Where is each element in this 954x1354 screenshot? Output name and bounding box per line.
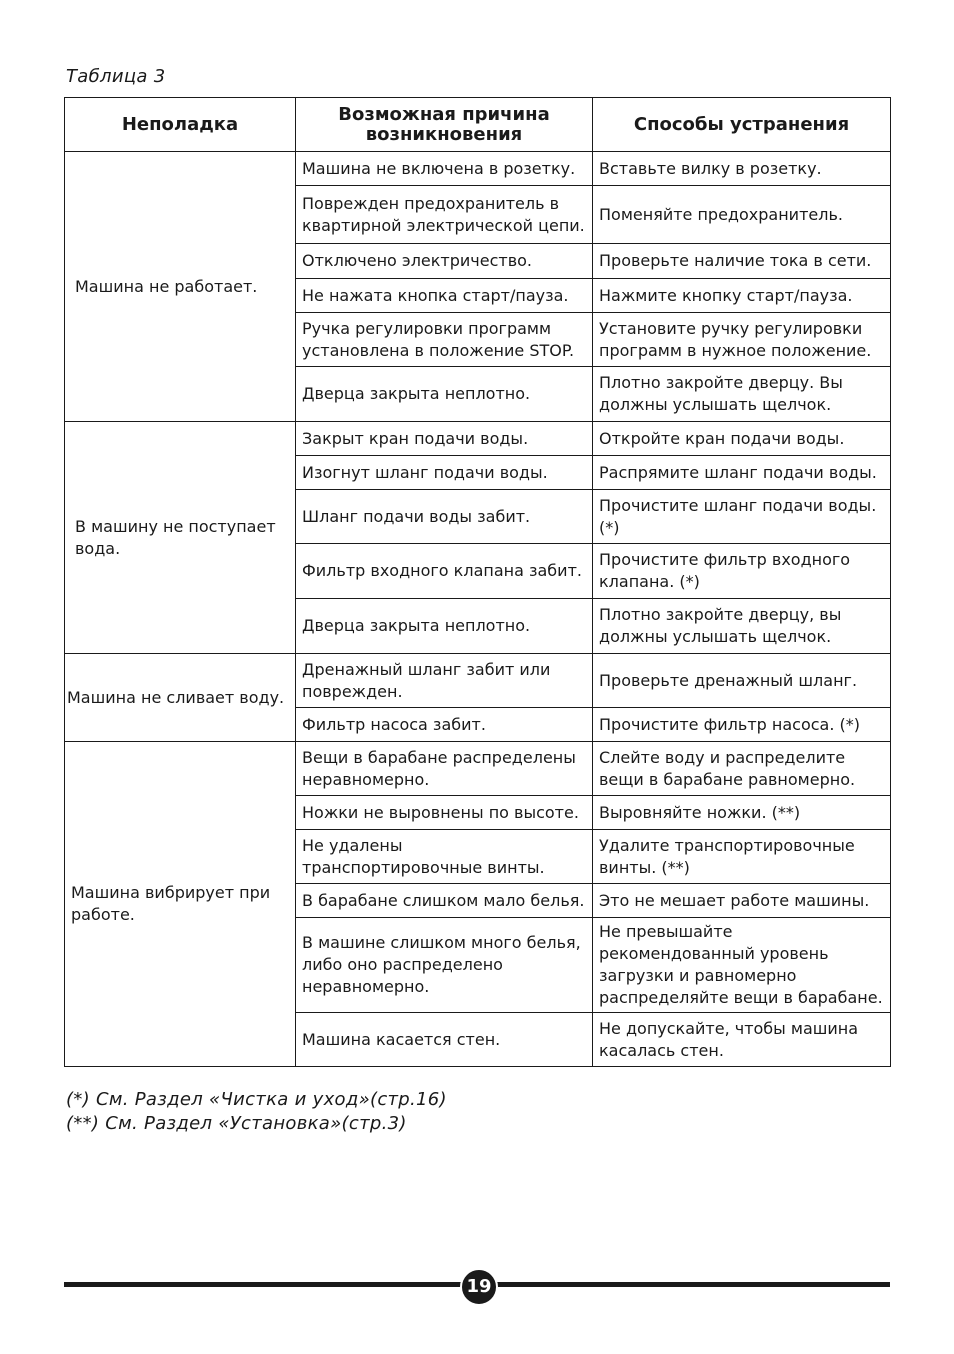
- problem-cell: В машину не поступает вода.: [65, 422, 296, 654]
- fix-cell: Откройте кран подачи воды.: [593, 422, 891, 456]
- fix-cell: Плотно закройте дверцу, вы должны услышать щелчок.: [593, 599, 891, 654]
- cause-cell: В барабане слишком мало белья.: [296, 884, 593, 918]
- fix-cell: Нажмите кнопку старт/пауза.: [593, 279, 891, 313]
- cause-cell: Дверца закрыта неплотно.: [296, 599, 593, 654]
- fix-cell: Не допускайте, чтобы машина касалась стен.: [593, 1013, 891, 1067]
- cause-cell: Дверца закрыта неплотно.: [296, 367, 593, 422]
- cause-cell: Изогнут шланг подачи воды.: [296, 456, 593, 490]
- footnote: (**) См. Раздел «Установка»(стр.3): [66, 1113, 407, 1134]
- cause-cell: Машина касается стен.: [296, 1013, 593, 1067]
- fix-cell: Поменяйте предохранитель.: [593, 186, 891, 244]
- table-row: [65, 742, 891, 796]
- fix-cell: Вставьте вилку в розетку.: [593, 152, 891, 186]
- cause-cell: Не удалены транспортировочные винты.: [296, 830, 593, 884]
- cause-cell: Машина не включена в розетку.: [296, 152, 593, 186]
- table-row: [65, 422, 891, 456]
- cause-cell: Не нажата кнопка старт/пауза.: [296, 279, 593, 313]
- fix-cell: Плотно закройте дверцу. Вы должны услышать щелчок.: [593, 367, 891, 422]
- cause-cell: Фильтр входного клапана забит.: [296, 544, 593, 599]
- table-caption: Таблица 3: [66, 66, 166, 87]
- troubleshooting-table: [64, 97, 891, 1067]
- fix-cell: Прочистите фильтр входного клапана. (*): [593, 544, 891, 599]
- fix-cell: Удалите транспортировочные винты. (**): [593, 830, 891, 884]
- header-problem: Неполадка: [65, 98, 296, 152]
- cause-cell: В машине слишком много белья, либо оно распределено неравномерно.: [296, 918, 593, 1013]
- problem-cell: Машина не сливает воду.: [65, 654, 296, 742]
- fix-cell: Прочистите фильтр насоса. (*): [593, 708, 891, 742]
- cause-cell: Ножки не выровнены по высоте.: [296, 796, 593, 830]
- table-header-row: [65, 98, 891, 152]
- table-row: [65, 654, 891, 708]
- fix-cell: Это не мешает работе машины.: [593, 884, 891, 918]
- fix-cell: Установите ручку регулировки программ в нужное положение.: [593, 313, 891, 367]
- cause-cell: Фильтр насоса забит.: [296, 708, 593, 742]
- cause-cell: Ручка регулировки программ установлена в положение STOP.: [296, 313, 593, 367]
- footnote: (*) См. Раздел «Чистка и уход»(стр.16): [66, 1089, 447, 1110]
- fix-cell: Слейте воду и распределите вещи в барабане равномерно.: [593, 742, 891, 796]
- problem-cell: Машина вибрирует при работе.: [65, 742, 296, 1067]
- cause-cell: Дренажный шланг забит или поврежден.: [296, 654, 593, 708]
- cause-cell: Вещи в барабане распределены неравномерно.: [296, 742, 593, 796]
- problem-cell: Машина не работает.: [65, 152, 296, 422]
- fix-cell: Выровняйте ножки. (**): [593, 796, 891, 830]
- header-fix: Способы устранения: [593, 98, 891, 152]
- fix-cell: Не превышайте рекомендованный уровень загрузки и равномерно распределяйте вещи в барабане.: [593, 918, 891, 1013]
- fix-cell: Распрямите шланг подачи воды.: [593, 456, 891, 490]
- cause-cell: Шланг подачи воды забит.: [296, 490, 593, 544]
- fix-cell: Прочистите шланг подачи воды. (*): [593, 490, 891, 544]
- cause-cell: Закрыт кран подачи воды.: [296, 422, 593, 456]
- footnotes: [66, 1088, 447, 1136]
- page-number: 19: [460, 1268, 498, 1306]
- cause-cell: Поврежден предохранитель в квартирной электрической цепи.: [296, 186, 593, 244]
- fix-cell: Проверьте наличие тока в сети.: [593, 244, 891, 279]
- cause-cell: Отключено электричество.: [296, 244, 593, 279]
- header-cause: Возможная причина возникновения: [296, 98, 593, 152]
- table-row: [65, 152, 891, 186]
- fix-cell: Проверьте дренажный шланг.: [593, 654, 891, 708]
